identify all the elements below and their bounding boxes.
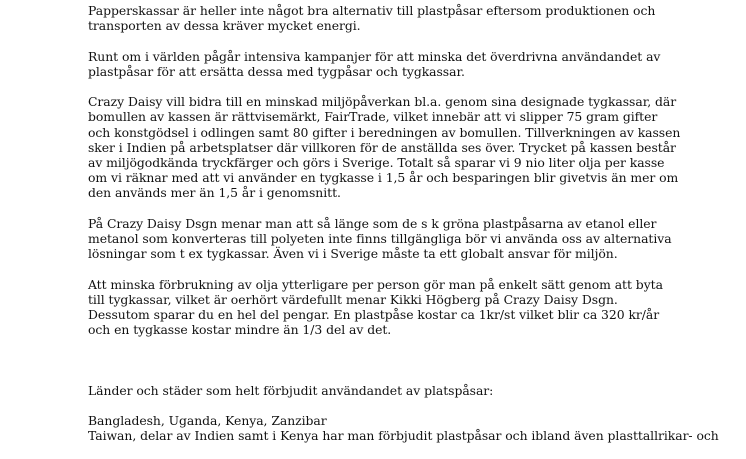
text-line: den används mer än 1,5 år i genomsnitt. [88,185,341,201]
text-line: Crazy Daisy vill bidra till en minskad miljöpåverkan bl.a. genom sina designade tygkassar, där [88,94,677,110]
paragraph-reduce-oil [88,277,738,338]
text-line: plastpåsar för att ersätta dessa med tygpåsar och tygkassar. [88,63,465,79]
text-line: Runt om i världen pågår intensiva kampanjer för att minska det överdrivna användandet av [88,48,661,64]
text-line: sker i Indien på arbetsplatser där villkoren för de anställda ses över. Trycket på kassen består [88,139,676,155]
text-line: Att minska förbrukning av olja ytterligare per person gör man på enkelt sätt genom att byta [88,276,663,292]
paragraph-paper-bags [88,3,738,33]
text-line: Dessutom sparar du en hel del pengar. En plastpåse kostar ca 1kr/st vilket blir ca 320 kr/år [88,307,660,322]
paragraph-campaigns [88,49,738,79]
text-line: och en tygkasse kostar mindre än 1/3 del av det. [88,322,392,338]
paragraph-green-bags [88,216,738,262]
ban-list [88,413,738,443]
text-line: Bangladesh, Uganda, Kenya, Zanzibar [88,412,327,428]
text-line: Länder och städer som helt förbjudit användandet av platspåsar: [88,382,494,398]
text-line: och konstgödsel i odlingen samt 80 gifter i beredningen av bomullen. Tillverkningen av kassen [88,124,681,140]
text-line: lösningar som t ex tygkassar. Även vi i Sverige måste ta ett globalt ansvar för miljön. [88,246,618,262]
document-body [88,3,738,459]
text-line: Taiwan, delar av Indien samt i Kenya har man förbjudit plastpåsar och ibland även plasttallrikar- och [88,428,719,444]
text-line: På Crazy Daisy Dsgn menar man att så länge som de s k gröna plastpåsarna av etanol eller [88,215,657,231]
text-line: av miljögodkända tryckfärger och görs i Sverige. Totalt så sparar vi 9 nio liter olja per kasse [88,155,665,170]
text-line: till tygkassar, vilket är oerhört värdefullt menar Kikki Högberg på Crazy Daisy Dsgn. [88,291,618,307]
paragraph-crazy-daisy-contribution [88,94,738,200]
text-line: metanol som konverteras till polyeten inte finns tillgängliga bör vi använda oss av alternativa [88,231,672,246]
ban-heading [88,383,738,398]
blank-space [88,353,738,383]
text-line: om vi räknar med att vi använder en tygkasse i 1,5 år och besparingen blir givetvis än mer om [88,170,679,186]
text-line: bomullen av kassen är rättvisemärkt, FairTrade, vilket innebär att vi slipper 75 gram gifter [88,109,658,125]
text-line: transporten av dessa kräver mycket energi. [88,18,361,34]
text-line: Papperskassar är heller inte något bra alternativ till plastpåsar eftersom produktionen och [88,3,656,18]
